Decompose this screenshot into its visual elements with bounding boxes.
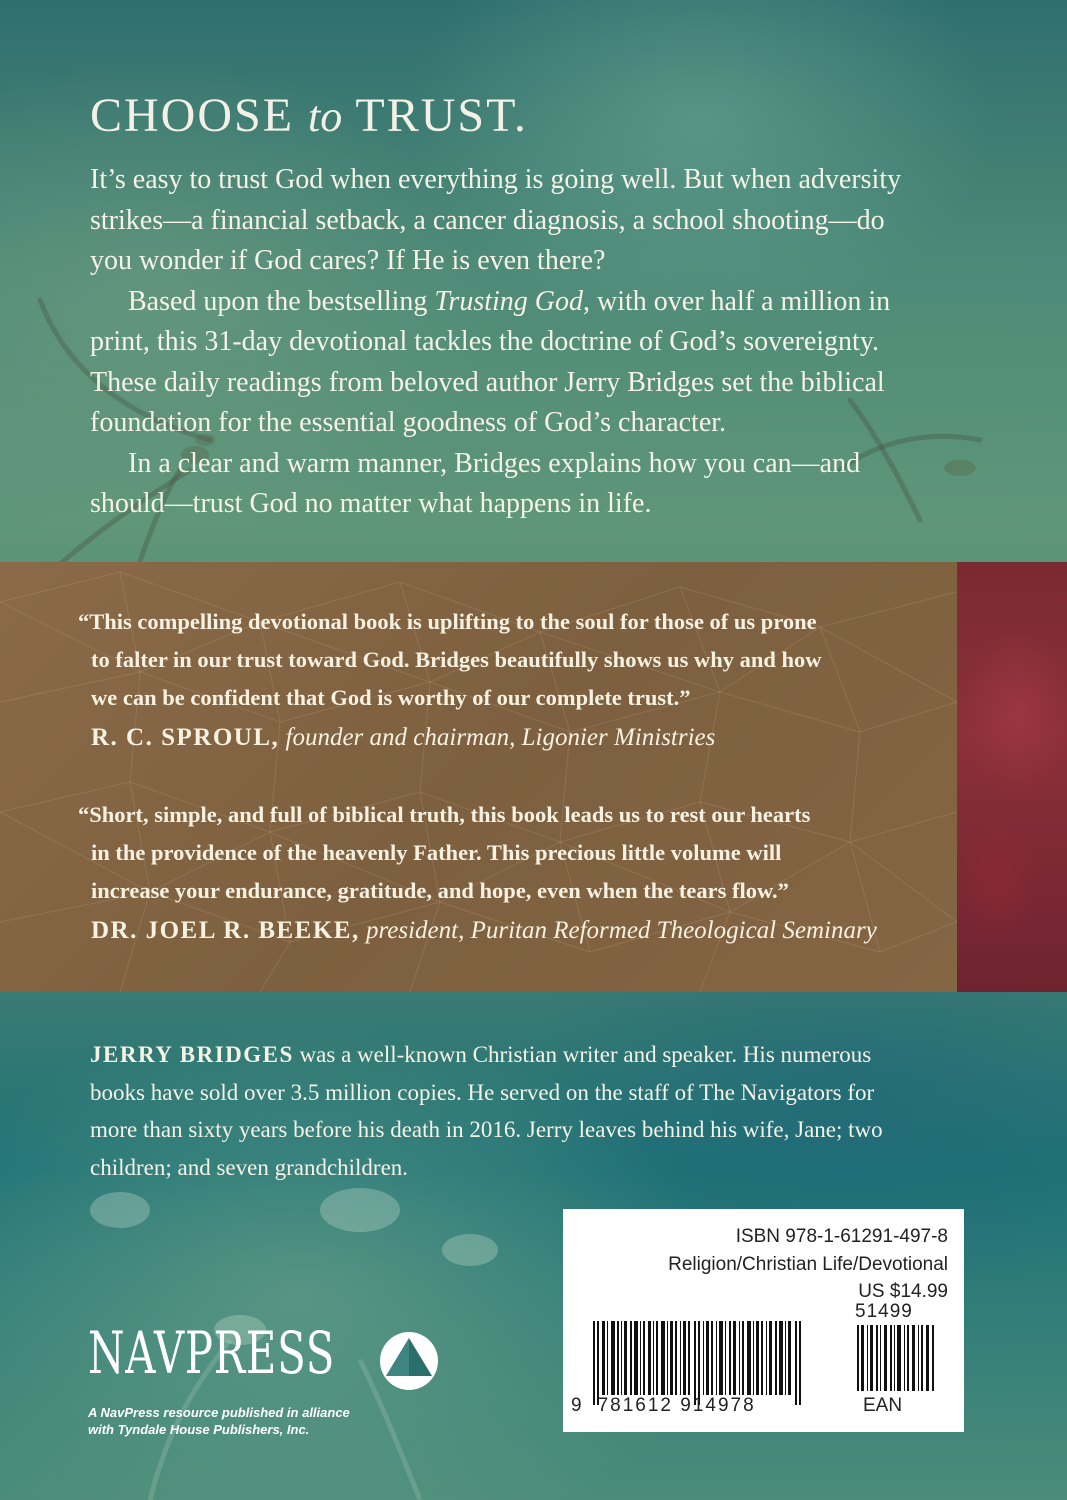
endorsement-line: “This compelling devotional book is uplifting to the soul for those of us prone [78,609,817,634]
blurb-paragraph-3-cont [90,484,970,525]
bio-text: was a well-known Christian writer and speaker. His numerous [293,1042,872,1067]
barcode-lead-digit: 9 [571,1395,584,1416]
isbn-number: ISBN 978-1-61291-497-8 [735,1226,948,1247]
barcode-number: 781612 914978 [597,1395,756,1416]
blurb-paragraph-1 [90,160,970,282]
endorsement-text [78,796,938,910]
ean-label: EAN [863,1395,903,1416]
endorsement-attribution [78,913,938,949]
price-code: 51499 [855,1301,913,1322]
endorsement-line: we can be confident that God is worthy of our complete trust.” [91,685,691,710]
tagline-line: A NavPress resource published in alliance [88,1405,350,1420]
blurb-line: These daily readings from beloved author Jerry Bridges set the biblical [90,366,885,398]
price-addon-barcode [857,1325,937,1391]
bio-line: books have sold over 3.5 million copies. He served on the staff of The Navigators for [90,1079,875,1105]
blurb-line: print, this 31-day devotional tackles the doctrine of God’s sovereignty. [90,326,880,357]
headline-word-1: CHOOSE [90,89,295,142]
publisher-logo-text: NAVPRESS [88,1319,336,1387]
endorsement-line: “Short, simple, and full of biblical truth, this book leads us to rest our hearts [78,802,811,827]
blurb-text: , with over half a million in [583,285,891,317]
endorser-name: R. C. SPROUL, [91,724,280,751]
isbn-barcode-box [563,1209,964,1432]
bio-line: more than sixty years before his death in 2016. Jerry leaves behind his wife, Jane; two [90,1117,883,1142]
bio-line [90,1036,970,1074]
endorsement-line: to falter in our trust toward God. Bridges beautifully shows us why and how [91,647,822,672]
headline [90,88,528,143]
headline-word-2: to [308,92,343,141]
navpress-compass-icon [378,1330,440,1392]
author-name: JERRY BRIDGES [90,1042,294,1067]
book-price: US $14.99 [858,1281,948,1302]
bio-line: children; and seven grandchildren. [90,1154,409,1180]
barcode-digits [571,1395,756,1417]
endorser-role: founder and chairman, Ligonier Ministries [285,724,716,751]
band-side-texture [957,562,1067,992]
tagline-line: with Tyndale House Publishers, Inc. [88,1422,310,1437]
blurb-paragraph-2 [90,282,970,323]
ean-barcode [593,1321,805,1405]
blurb-line [90,282,970,323]
endorsement-2 [78,796,938,949]
endorsement-line: in the providence of the heavenly Father. This precious little volume will [91,840,782,865]
blurb-line: foundation for the essential goodness of God’s character. [90,407,727,438]
endorsement-line: increase your endurance, gratitude, and hope, even when the tears flow.” [91,878,789,903]
blurb-line: should—trust God no matter what happens in life. [90,488,652,519]
endorsement-text [78,603,938,717]
headline-word-3: TRUST. [355,89,528,142]
book-blurb [90,160,970,525]
book-category: Religion/Christian Life/Devotional [668,1253,948,1275]
blurb-line: you wonder if God cares? If He is even there? [90,245,606,276]
blurb-text: Based upon the bestselling [128,285,435,317]
blurb-paragraph-3 [90,444,970,485]
endorsement-attribution [78,720,938,756]
publisher-tagline [88,1404,350,1438]
blurb-line: In a clear and warm manner, Bridges explains how you can—and [128,447,861,479]
blurb-line: It’s easy to trust God when everything is going well. But when adversity [90,164,902,195]
endorser-name: DR. JOEL R. BEEKE, [91,917,360,944]
blurb-line: strikes—a financial setback, a cancer diagnosis, a school shooting—do [90,204,885,236]
book-title-reference: Trusting God [434,285,584,317]
author-bio [90,1036,970,1186]
endorser-role: president, Puritan Reformed Theological Seminary [365,917,877,944]
isbn-info [668,1223,948,1306]
endorsement-1 [78,603,938,756]
blurb-paragraph-2-cont [90,322,970,444]
